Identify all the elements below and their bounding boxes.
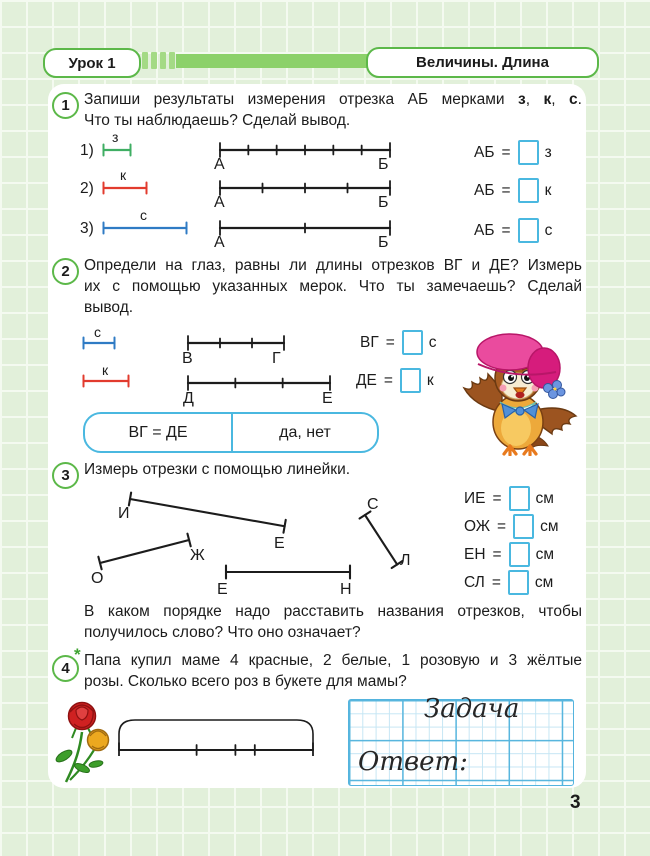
segment-label-Zh: Ж [190, 547, 205, 564]
answer-box[interactable] [518, 140, 539, 165]
task-2-number: 2 [52, 258, 79, 285]
segment-AB-2 [218, 175, 392, 201]
answer-box[interactable] [509, 542, 530, 567]
difficulty-star: * [74, 645, 81, 664]
lesson-label: Урок 1 [68, 54, 116, 72]
endpoint-B: Б [378, 234, 389, 251]
yes-no-options[interactable]: да, нет [279, 423, 331, 441]
notebook-answer-label: Ответ: [358, 747, 468, 777]
endpoint-A: А [214, 156, 225, 173]
answer-box[interactable] [509, 486, 530, 511]
answer-row-AB-k: АБ = к [474, 178, 551, 203]
endpoint-E: Е [322, 390, 333, 407]
endpoint-A: А [214, 234, 225, 251]
measure-label-s: с [140, 207, 147, 223]
lesson-box [43, 48, 141, 78]
measure-k-icon [82, 374, 130, 388]
row-index: 1) [80, 142, 94, 159]
conclusion-statement: ВГ = ДЕ [85, 414, 233, 451]
answer-box[interactable] [518, 218, 539, 243]
endpoint-D: Д [183, 390, 194, 407]
task-3-question: В каком порядке надо расставить названия отрезков, чтобы получилось слово? Что оно означает? [84, 603, 582, 641]
header-bar-decoration [142, 52, 148, 69]
segment-label-L: Л [400, 552, 411, 569]
measure-label-k: к [102, 362, 109, 378]
endpoint-A: А [214, 194, 225, 211]
segment-label-E: Е [274, 535, 285, 552]
measure-z-icon [102, 143, 132, 157]
segment-label-N: Н [340, 581, 352, 598]
owl-illustration [458, 330, 582, 456]
segment-VG [186, 330, 286, 356]
header-bar-decoration [160, 52, 166, 69]
page-number: 3 [570, 792, 581, 813]
header-bar-decoration [169, 52, 175, 69]
segment-AB-3 [218, 215, 392, 241]
task-4-number: 4 [52, 655, 79, 682]
endpoint-B: Б [378, 156, 389, 173]
segment-label-O: О [91, 570, 104, 587]
answer-row-AB-z: АБ = з [474, 140, 552, 165]
segment-AB-1 [218, 137, 392, 163]
task-1-text: Запиши результаты измерения отрезка АБ мерками з, к, с. Что ты наблюдаешь? Сделай вывод. [84, 91, 582, 129]
answer-box[interactable] [400, 368, 421, 393]
answer-row-DE: ДЕ = к [356, 368, 434, 393]
endpoint-B: Б [378, 194, 389, 211]
roses-illustration [52, 698, 116, 788]
segment-label-E2: Е [217, 581, 228, 598]
answer-row-OZh: ОЖ = см [464, 514, 559, 539]
topic-box [366, 47, 599, 78]
measure-s-icon [82, 336, 116, 350]
task-3-text: Измерь отрезки с помощью линейки. [84, 461, 351, 478]
segment-label-S: С [367, 496, 379, 513]
header-bar-decoration [151, 52, 157, 69]
task-4-text: Папа купил маме 4 красные, 2 белые, 1 розовую и 3 жёлтые розы. Сколько всего роз в букете для мамы? [84, 652, 582, 690]
conclusion-box [83, 412, 379, 453]
notebook-title: Задача [424, 694, 520, 724]
header-bar [176, 54, 368, 68]
answer-box[interactable] [508, 570, 529, 595]
answer-row-SL: СЛ = см [464, 570, 553, 595]
answer-row-VG: ВГ = с [360, 330, 437, 355]
task-3-number: 3 [52, 462, 79, 489]
segment-label-I: И [118, 505, 130, 522]
measure-label-z: з [112, 129, 119, 145]
measure-k-icon [102, 181, 148, 195]
answer-row-IE: ИЕ = см [464, 486, 554, 511]
measure-label-s: с [94, 324, 101, 340]
answer-row-EN: ЕН = см [464, 542, 554, 567]
endpoint-V: В [182, 350, 193, 367]
answer-box[interactable] [518, 178, 539, 203]
row-index: 2) [80, 180, 94, 197]
measure-s-icon [102, 221, 188, 235]
topic-label: Величины. Длина [416, 54, 549, 71]
measure-label-k: к [120, 167, 127, 183]
task-2-text: Определи на глаз, равны ли длины отрезков ВГ и ДЕ? Измерь их с помощью указанных мерок. Что ты замечаешь? Сделай вывод. [84, 257, 582, 316]
row-index: 3) [80, 220, 94, 237]
task-1-number: 1 [52, 92, 79, 119]
endpoint-G: Г [272, 350, 281, 367]
answer-box[interactable] [402, 330, 423, 355]
total-bracket-diagram [116, 710, 316, 756]
segment-DE [186, 370, 332, 396]
answer-box[interactable] [513, 514, 534, 539]
answer-row-AB-s: АБ = с [474, 218, 552, 243]
